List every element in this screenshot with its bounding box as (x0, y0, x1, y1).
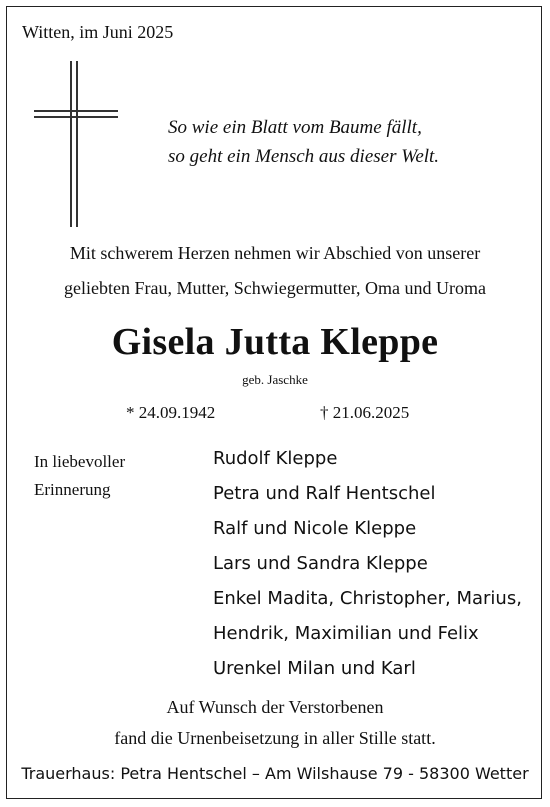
birth-date: * 24.09.1942 (126, 403, 216, 422)
verse-line: so geht ein Mensch aus dieser Welt. (168, 146, 440, 167)
memory-line: Erinnerung (34, 480, 111, 499)
intro-line: geliebten Frau, Mutter, Schwiegermutter, Oma und Uroma (64, 278, 486, 298)
family-member: Ralf und Nicole Kleppe (213, 518, 417, 539)
mourning-house-address: Trauerhaus: Petra Hentschel – Am Wilshause 79 - 58300 Wetter (21, 764, 529, 783)
birth-name: geb. Jaschke (242, 372, 308, 387)
family-member: Petra und Ralf Hentschel (213, 483, 436, 504)
notice-line: Auf Wunsch der Verstorbenen (166, 697, 384, 717)
place-date: Witten, im Juni 2025 (22, 22, 174, 42)
notice-line: fand die Urnenbeisetzung in aller Stille statt. (114, 728, 436, 748)
verse-line: So wie ein Blatt vom Baume fällt, (168, 117, 422, 138)
family-member: Urenkel Milan und Karl (213, 658, 416, 679)
death-date: † 21.06.2025 (320, 403, 410, 422)
family-member: Rudolf Kleppe (213, 448, 338, 469)
family-member: Enkel Madita, Christopher, Marius, (213, 588, 522, 609)
memory-line: In liebevoller (34, 452, 126, 471)
deceased-name: Gisela Jutta Kleppe (111, 321, 439, 363)
family-member: Hendrik, Maximilian und Felix (213, 623, 479, 644)
family-member: Lars und Sandra Kleppe (213, 553, 428, 574)
intro-line: Mit schwerem Herzen nehmen wir Abschied von unserer (69, 243, 481, 263)
